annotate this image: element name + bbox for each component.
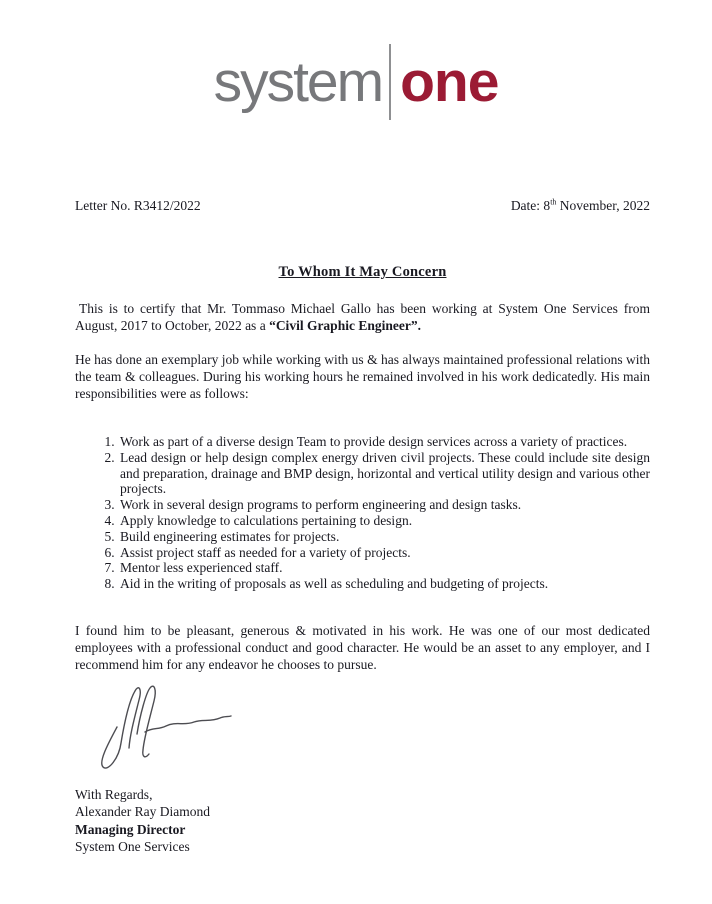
closing-paragraph: I found him to be pleasant, generous & motivated in his work. He was one of our most dedicated employees with a professional conduct and good character. He would be an asset to any employer, and I recommend him for any endeavor he chooses to pursue. [75, 622, 650, 672]
list-item: 6. Assist project staff as needed for a variety of projects. [118, 545, 650, 561]
logo-text-system: system [213, 49, 383, 114]
intro-paragraph [75, 300, 650, 334]
letter-date-prefix: Date: 8 [510, 198, 551, 213]
signoff-company: System One Services [75, 839, 190, 855]
signoff-block [75, 786, 650, 856]
list-item: 1. Work as part of a diverse design Team to provide design services across a variety of practices. [118, 434, 650, 450]
signoff-regards: With Regards, [75, 786, 153, 802]
letter-date-suffix: November, 2022 [556, 198, 650, 213]
letter-heading: To Whom It May Concern [278, 264, 447, 280]
list-item: 7. Mentor less experienced staff. [118, 560, 650, 576]
letter-content [75, 198, 650, 856]
list-item: 4. Apply knowledge to calculations pertaining to design. [118, 513, 650, 529]
logo-divider [389, 44, 391, 120]
letter-date-ordinal: th [550, 197, 557, 207]
job-title-bold: “Civil Graphic Engineer”. [269, 318, 421, 333]
list-item: 8. Aid in the writing of proposals as well as scheduling and budgeting of projects. [118, 576, 650, 592]
list-item: 3. Work in several design programs to perform engineering and design tasks. [118, 497, 650, 513]
company-logo [0, 44, 712, 120]
signoff-title: Managing Director [75, 821, 186, 837]
logo-text-one: one [400, 49, 499, 114]
signoff-name: Alexander Ray Diamond [75, 804, 210, 820]
performance-paragraph: He has done an exemplary job while working with us & has always maintained professional relations with the team & colleagues. During his working hours he remained involved in his work dedicatedly. His main responsibilities were as follows: [75, 352, 650, 401]
list-item: 5. Build engineering estimates for projects. [118, 529, 650, 545]
letter-number: Letter No. R3412/2022 [75, 198, 201, 213]
letter-meta-row [75, 198, 650, 214]
letter-date [511, 198, 650, 214]
list-item: 2. Lead design or help design complex energy driven civil projects. These could include site design and preparation, drainage and BMP design, horizontal and vertical utility design and various other projects. [118, 450, 650, 497]
intro-paragraph-text: This is to certify that Mr. Tommaso Michael Gallo has been working at System One Services from August, 2017 to October, 2022 as a [75, 301, 650, 333]
signature-image [87, 682, 650, 770]
signature-scribble-icon [87, 682, 237, 770]
responsibilities-list [75, 434, 650, 592]
